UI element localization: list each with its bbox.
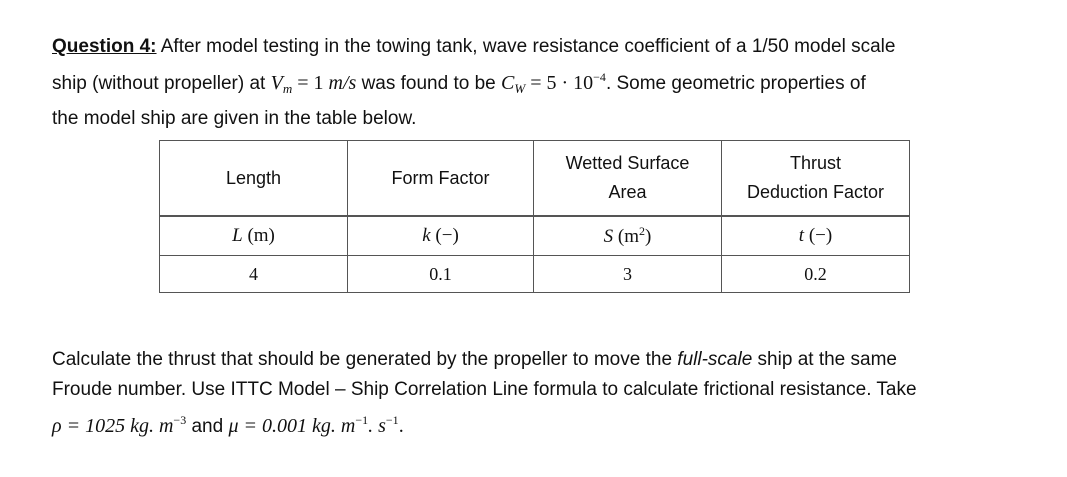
task-line-3: [52, 405, 917, 442]
table-header-row: [160, 141, 910, 217]
question-paragraph: [52, 32, 895, 134]
header-text: Thrust: [789, 153, 841, 173]
question-label: Question 4:: [52, 36, 157, 57]
model-velocity-expression: [271, 72, 357, 94]
velocity-value: = 1: [292, 72, 329, 94]
value-cell-thrust-deduction: 0.2: [722, 256, 910, 293]
task-text: and: [186, 416, 229, 437]
header-text: Wetted Surface: [565, 153, 690, 173]
task-line-1: [52, 345, 917, 375]
velocity-symbol: V: [270, 72, 283, 94]
question-intro-text: After model testing in the towing tank, wave resistance coefficient of a 1/50 model scale: [156, 36, 896, 57]
value-cell-form-factor: 0.1: [348, 256, 534, 293]
model-properties-table: [159, 140, 910, 293]
viscosity-exponent: −1: [355, 413, 369, 427]
coefficient-subscript: W: [514, 81, 526, 96]
viscosity-text: μ = 0.001 kg. m: [228, 415, 356, 437]
symbol-exponent: 2: [639, 224, 646, 238]
task-text: .: [398, 415, 404, 437]
symbol-cell-thrust-deduction: [722, 216, 910, 256]
wave-coefficient-expression: [501, 72, 606, 94]
table-value-row: [160, 256, 910, 293]
value-cell-wetted-surface: 3: [534, 256, 722, 293]
symbol-variable: k: [422, 225, 431, 246]
header-text: Area: [608, 182, 647, 202]
task-emphasis: full-scale: [677, 349, 753, 370]
symbol-unit: (m: [613, 226, 640, 247]
header-text: Length: [225, 167, 282, 188]
density-exponent: −3: [173, 413, 187, 427]
viscosity-exponent: −1: [385, 413, 399, 427]
header-text: Form Factor: [391, 167, 490, 188]
question-line-1: [52, 32, 895, 62]
header-cell-length: [160, 141, 348, 217]
symbol-cell-form-factor: [348, 216, 534, 256]
symbol-unit: (−): [430, 225, 459, 246]
header-cell-wetted-surface: [534, 141, 722, 217]
symbol-unit: (m): [242, 225, 275, 246]
task-paragraph: [52, 345, 917, 442]
symbol-unit: (−): [804, 225, 833, 246]
symbol-cell-wetted-surface: [534, 216, 722, 256]
symbol-variable: S: [603, 226, 614, 247]
viscosity-expression: [228, 415, 403, 437]
coefficient-value: = 5 · 10: [525, 72, 594, 94]
question-text: ship (without propeller) at: [52, 73, 271, 94]
symbol-variable: t: [798, 225, 805, 246]
question-line-2: [52, 62, 895, 104]
symbol-cell-length: [160, 216, 348, 256]
question-text: was found to be: [356, 73, 502, 94]
viscosity-text: . s: [368, 415, 386, 437]
density-text: ρ = 1025 kg. m: [52, 415, 174, 437]
symbol-variable: L: [232, 225, 243, 246]
header-cell-thrust-deduction: [722, 141, 910, 217]
table-symbol-row: [160, 216, 910, 256]
header-cell-form-factor: [348, 141, 534, 217]
coefficient-exponent: −4: [593, 70, 606, 84]
symbol-unit-close: ): [645, 226, 652, 247]
task-text: Calculate the thrust that should be generated by the propeller to move the: [52, 349, 678, 370]
velocity-unit: m/s: [328, 72, 357, 94]
task-line-2: Froude number. Use ITTC Model – Ship Correlation Line formula to calculate frictional resistance. Take: [52, 379, 917, 400]
velocity-subscript: m: [282, 81, 293, 96]
header-text: Deduction Factor: [746, 182, 885, 202]
value-cell-length: 4: [160, 256, 348, 293]
question-text: . Some geometric properties of: [605, 73, 866, 94]
density-expression: [52, 415, 186, 437]
task-text: ship at the same: [752, 349, 897, 370]
question-line-3: the model ship are given in the table below.: [52, 108, 417, 129]
coefficient-symbol: C: [501, 72, 515, 94]
